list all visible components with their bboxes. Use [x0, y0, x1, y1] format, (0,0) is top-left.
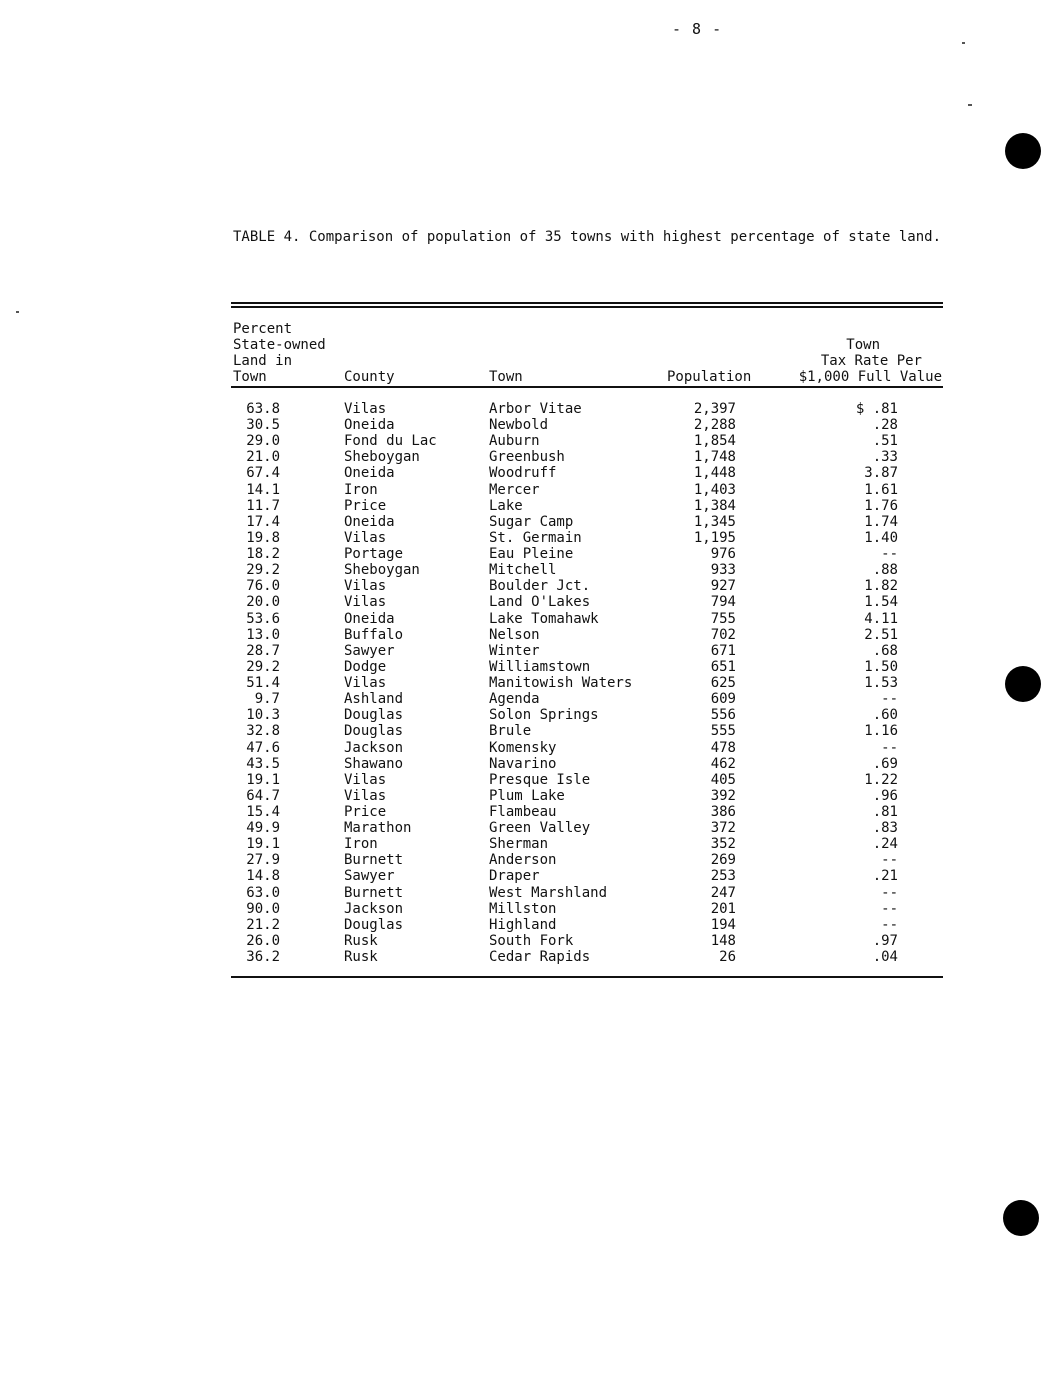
table-row: [0, 707, 1063, 723]
cell-percent: 29.2: [246, 658, 280, 675]
header-tax-rate: Town Tax Rate Per $1,000 Full Value: [798, 337, 942, 385]
cell-percent: 67.4: [246, 465, 280, 482]
cell-town: Agenda: [489, 691, 540, 708]
table-caption: TABLE 4. Comparison of population of 35 towns with highest percentage of state land.: [233, 229, 942, 245]
cell-tax-rate: .60: [872, 707, 898, 724]
cell-town: Green Valley: [489, 820, 591, 837]
cell-county: Vilas: [344, 787, 387, 804]
table-row: [0, 772, 1063, 788]
cell-town: Millston: [489, 900, 557, 917]
cell-county: Marathon: [344, 820, 412, 837]
cell-tax-rate: .04: [872, 949, 898, 966]
cell-percent: 63.8: [246, 401, 280, 417]
cell-population: 671: [710, 642, 736, 659]
table-row: [0, 933, 1063, 949]
table-row: [0, 659, 1063, 675]
cell-population: 755: [710, 610, 736, 627]
cell-population: 1,854: [693, 433, 736, 450]
cell-town: Auburn: [489, 433, 540, 450]
cell-tax-rate: .21: [872, 868, 898, 885]
cell-population: 609: [710, 691, 736, 708]
cell-town: Woodruff: [489, 465, 557, 482]
cell-town: Solon Springs: [489, 707, 599, 724]
header-percent: Percent State-owned Land in Town: [233, 321, 326, 385]
cell-county: Oneida: [344, 465, 395, 482]
cell-county: Rusk: [344, 949, 378, 966]
cell-county: Sawyer: [344, 868, 395, 885]
cell-population: 1,384: [693, 497, 736, 514]
header-population: Population: [667, 369, 752, 385]
cell-population: 976: [710, 546, 736, 563]
cell-tax-rate: --: [881, 546, 898, 563]
cell-population: 933: [710, 562, 736, 579]
cell-county: Oneida: [344, 513, 395, 530]
scan-speck: [16, 311, 19, 313]
cell-population: 247: [710, 884, 736, 901]
cell-county: Douglas: [344, 723, 404, 740]
table-row: [0, 756, 1063, 772]
cell-percent: 43.5: [246, 755, 280, 772]
cell-town: Mitchell: [489, 562, 557, 579]
table-row: [0, 465, 1063, 481]
cell-percent: 29.0: [246, 433, 280, 450]
cell-population: 1,345: [693, 513, 736, 530]
cell-town: Land O'Lakes: [489, 594, 591, 611]
cell-town: Anderson: [489, 852, 557, 869]
table-row: [0, 401, 1063, 417]
cell-tax-rate: --: [881, 691, 898, 708]
cell-county: Fond du Lac: [344, 433, 437, 450]
cell-county: Vilas: [344, 771, 387, 788]
cell-tax-rate: .97: [872, 932, 898, 949]
cell-population: 702: [710, 626, 736, 643]
cell-population: 269: [710, 852, 736, 869]
cell-percent: 63.0: [246, 884, 280, 901]
table-row: [0, 643, 1063, 659]
cell-county: Shawano: [344, 755, 404, 772]
cell-tax-rate: --: [881, 852, 898, 869]
cell-percent: 47.6: [246, 739, 280, 756]
cell-tax-rate: .81: [872, 804, 898, 820]
cell-tax-rate: .24: [872, 836, 898, 853]
cell-percent: 20.0: [246, 594, 280, 611]
cell-town: Flambeau: [489, 804, 557, 820]
cell-percent: 19.1: [246, 836, 280, 853]
table-row: [0, 949, 1063, 965]
cell-population: 2,288: [693, 417, 736, 434]
cell-percent: 64.7: [246, 787, 280, 804]
cell-tax-rate: 1.74: [864, 513, 898, 530]
cell-population: 927: [710, 578, 736, 595]
scan-speck: [968, 104, 972, 106]
cell-tax-rate: 3.87: [864, 465, 898, 482]
cell-percent: 29.2: [246, 562, 280, 579]
cell-county: Douglas: [344, 707, 404, 724]
cell-county: Vilas: [344, 675, 387, 692]
table-row: [0, 530, 1063, 546]
cell-population: 253: [710, 868, 736, 885]
cell-town: Plum Lake: [489, 787, 565, 804]
cell-tax-rate: 1.82: [864, 578, 898, 595]
cell-county: Douglas: [344, 916, 404, 933]
table-row: [0, 901, 1063, 917]
cell-percent: 53.6: [246, 610, 280, 627]
cell-population: 201: [710, 900, 736, 917]
cell-population: 2,397: [693, 401, 736, 417]
cell-population: 1,403: [693, 481, 736, 498]
cell-percent: 27.9: [246, 852, 280, 869]
cell-tax-rate: --: [881, 884, 898, 901]
table-row: [0, 723, 1063, 739]
header-town: Town: [489, 369, 523, 385]
header-county: County: [344, 369, 395, 385]
cell-tax-rate: --: [881, 916, 898, 933]
cell-county: Burnett: [344, 884, 404, 901]
cell-town: Navarino: [489, 755, 557, 772]
cell-percent: 15.4: [246, 804, 280, 820]
cell-tax-rate: .69: [872, 755, 898, 772]
cell-county: Sawyer: [344, 642, 395, 659]
cell-population: 794: [710, 594, 736, 611]
cell-town: Eau Pleine: [489, 546, 574, 563]
cell-tax-rate: 4.11: [864, 610, 898, 627]
cell-county: Oneida: [344, 610, 395, 627]
cell-tax-rate: 1.50: [864, 658, 898, 675]
cell-county: Jackson: [344, 739, 404, 756]
table-row: [0, 498, 1063, 514]
cell-county: Buffalo: [344, 626, 404, 643]
cell-town: West Marshland: [489, 884, 608, 901]
table-row: [0, 836, 1063, 852]
cell-population: 1,448: [693, 465, 736, 482]
cell-county: Portage: [344, 546, 404, 563]
cell-county: Sheboygan: [344, 562, 420, 579]
cell-percent: 17.4: [246, 513, 280, 530]
cell-county: Dodge: [344, 658, 387, 675]
cell-tax-rate: .28: [872, 417, 898, 434]
cell-tax-rate: 1.53: [864, 675, 898, 692]
cell-town: South Fork: [489, 932, 574, 949]
cell-tax-rate: .33: [872, 449, 898, 466]
table-row: [0, 433, 1063, 449]
cell-town: Cedar Rapids: [489, 949, 591, 966]
cell-percent: 13.0: [246, 626, 280, 643]
cell-county: Price: [344, 497, 387, 514]
cell-town: Newbold: [489, 417, 549, 434]
cell-population: 556: [710, 707, 736, 724]
cell-percent: 28.7: [246, 642, 280, 659]
table-row: [0, 449, 1063, 465]
table-row: [0, 594, 1063, 610]
table-row: [0, 804, 1063, 820]
cell-population: 651: [710, 658, 736, 675]
table-row: [0, 868, 1063, 884]
table-row: [0, 514, 1063, 530]
cell-population: 555: [710, 723, 736, 740]
cell-tax-rate: --: [881, 900, 898, 917]
punch-hole-top: [1005, 133, 1041, 169]
cell-town: Greenbush: [489, 449, 565, 466]
table-row: [0, 691, 1063, 707]
cell-population: 392: [710, 787, 736, 804]
cell-percent: 32.8: [246, 723, 280, 740]
cell-county: Burnett: [344, 852, 404, 869]
scan-speck: [962, 42, 965, 44]
table-row: [0, 885, 1063, 901]
cell-percent: 14.8: [246, 868, 280, 885]
cell-population: 148: [710, 932, 736, 949]
header-rule: [231, 386, 943, 388]
cell-county: Vilas: [344, 594, 387, 611]
cell-percent: 10.3: [246, 707, 280, 724]
cell-town: Manitowish Waters: [489, 675, 633, 692]
cell-town: Lake Tomahawk: [489, 610, 599, 627]
cell-town: Sugar Camp: [489, 513, 574, 530]
table-row: [0, 578, 1063, 594]
cell-population: 372: [710, 820, 736, 837]
cell-county: Rusk: [344, 932, 378, 949]
cell-tax-rate: 1.76: [864, 497, 898, 514]
cell-town: Draper: [489, 868, 540, 885]
cell-tax-rate: .51: [872, 433, 898, 450]
table-row: [0, 675, 1063, 691]
cell-population: 478: [710, 739, 736, 756]
cell-percent: 19.8: [246, 529, 280, 546]
table-row: [0, 852, 1063, 868]
cell-percent: 21.0: [246, 449, 280, 466]
cell-population: 1,748: [693, 449, 736, 466]
cell-percent: 30.5: [246, 417, 280, 434]
cell-county: Ashland: [344, 691, 404, 708]
cell-population: 352: [710, 836, 736, 853]
cell-county: Vilas: [344, 401, 387, 417]
cell-tax-rate: $ .81: [855, 401, 898, 417]
cell-percent: 49.9: [246, 820, 280, 837]
cell-county: Vilas: [344, 529, 387, 546]
cell-tax-rate: --: [881, 739, 898, 756]
cell-town: Presque Isle: [489, 771, 591, 788]
cell-population: 405: [710, 771, 736, 788]
cell-county: Price: [344, 804, 387, 820]
cell-tax-rate: .83: [872, 820, 898, 837]
cell-county: Sheboygan: [344, 449, 420, 466]
table-row: [0, 740, 1063, 756]
cell-town: Brule: [489, 723, 532, 740]
cell-percent: 21.2: [246, 916, 280, 933]
cell-population: 625: [710, 675, 736, 692]
table-row: [0, 820, 1063, 836]
cell-percent: 51.4: [246, 675, 280, 692]
cell-town: Winter: [489, 642, 540, 659]
cell-population: 386: [710, 804, 736, 820]
table-row: [0, 546, 1063, 562]
cell-percent: 90.0: [246, 900, 280, 917]
cell-percent: 19.1: [246, 771, 280, 788]
cell-tax-rate: 1.16: [864, 723, 898, 740]
cell-population: 462: [710, 755, 736, 772]
cell-percent: 11.7: [246, 497, 280, 514]
cell-percent: 14.1: [246, 481, 280, 498]
page-number: - 8 -: [672, 20, 723, 38]
cell-percent: 9.7: [254, 691, 280, 708]
cell-population: 1,195: [693, 529, 736, 546]
cell-tax-rate: 1.40: [864, 529, 898, 546]
cell-town: Sherman: [489, 836, 549, 853]
cell-town: Mercer: [489, 481, 540, 498]
cell-tax-rate: .96: [872, 787, 898, 804]
punch-hole-bottom: [1003, 1200, 1039, 1236]
cell-percent: 18.2: [246, 546, 280, 563]
table-row: [0, 917, 1063, 933]
cell-percent: 76.0: [246, 578, 280, 595]
table-row: [0, 417, 1063, 433]
table-top-rule: [231, 302, 943, 308]
table-row: [0, 611, 1063, 627]
table-row: [0, 562, 1063, 578]
cell-population: 26: [719, 949, 736, 966]
cell-town: Highland: [489, 916, 557, 933]
cell-county: Iron: [344, 481, 378, 498]
cell-tax-rate: 1.22: [864, 771, 898, 788]
table-row: [0, 482, 1063, 498]
cell-county: Jackson: [344, 900, 404, 917]
cell-town: St. Germain: [489, 529, 582, 546]
cell-tax-rate: .88: [872, 562, 898, 579]
cell-town: Arbor Vitae: [489, 401, 582, 417]
table-bottom-rule: [231, 976, 943, 978]
cell-percent: 36.2: [246, 949, 280, 966]
cell-percent: 26.0: [246, 932, 280, 949]
cell-tax-rate: .68: [872, 642, 898, 659]
cell-county: Vilas: [344, 578, 387, 595]
cell-tax-rate: 1.61: [864, 481, 898, 498]
cell-town: Boulder Jct.: [489, 578, 591, 595]
table-row: [0, 627, 1063, 643]
cell-county: Oneida: [344, 417, 395, 434]
table-row: [0, 788, 1063, 804]
cell-town: Komensky: [489, 739, 557, 756]
cell-county: Iron: [344, 836, 378, 853]
cell-town: Nelson: [489, 626, 540, 643]
cell-town: Lake: [489, 497, 523, 514]
cell-tax-rate: 2.51: [864, 626, 898, 643]
cell-town: Williamstown: [489, 658, 591, 675]
cell-tax-rate: 1.54: [864, 594, 898, 611]
cell-population: 194: [710, 916, 736, 933]
